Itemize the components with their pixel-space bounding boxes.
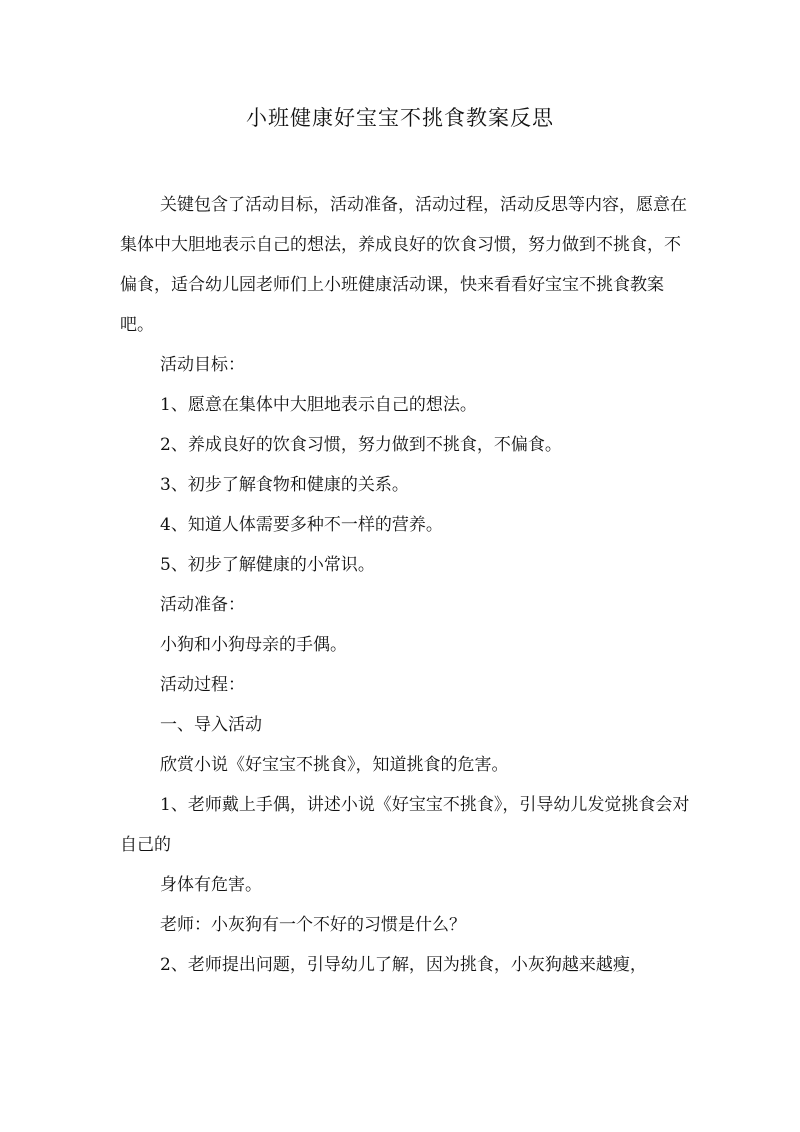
teacher-question: 老师：小灰狗有一个不好的习惯是什么？ [160,915,466,935]
goals-heading: 活动目标： [160,355,245,375]
section-1-text: 欣赏小说《好宝宝不挑食》，知道挑食的危害。 [160,755,509,775]
goal-item-3: 3、初步了解食物和健康的关系。 [160,475,409,495]
goal-item-4: 4、知道人体需要多种不一样的营养。 [160,515,443,535]
prep-heading: 活动准备： [160,595,245,615]
section-1-heading: 一、导入活动 [160,715,262,735]
document-body [120,185,692,985]
step-1-line-1: 1、老师戴上手偶，讲述小说《好宝宝不挑食》，引导幼儿发觉挑食会对自己的 [120,795,690,855]
intro-paragraph: 关键包含了活动目标，活动准备，活动过程，活动反思等内容，愿意在集体中大胆地表示自己的想法，养成良好的饮食习惯，努力做到不挑食，不偏食，适合幼儿园老师们上小班健康活动课，快来看看好宝宝不挑食教案吧。 [120,195,687,335]
goal-item-5: 5、初步了解健康的小常识。 [160,555,375,575]
step-1-line-2: 身体有危害。 [160,875,262,895]
goal-item-1: 1、愿意在集体中大胆地表示自己的想法。 [160,395,477,415]
document-title: 小班健康好宝宝不挑食教案反思 [246,106,554,130]
process-heading: 活动过程： [160,675,245,695]
prep-text: 小狗和小狗母亲的手偶。 [160,635,347,655]
goal-item-2: 2、养成良好的饮食习惯，努力做到不挑食，不偏食。 [160,435,562,455]
step-2-text: 2、老师提出问题，引导幼儿了解，因为挑食，小灰狗越来越瘦， [160,955,647,975]
